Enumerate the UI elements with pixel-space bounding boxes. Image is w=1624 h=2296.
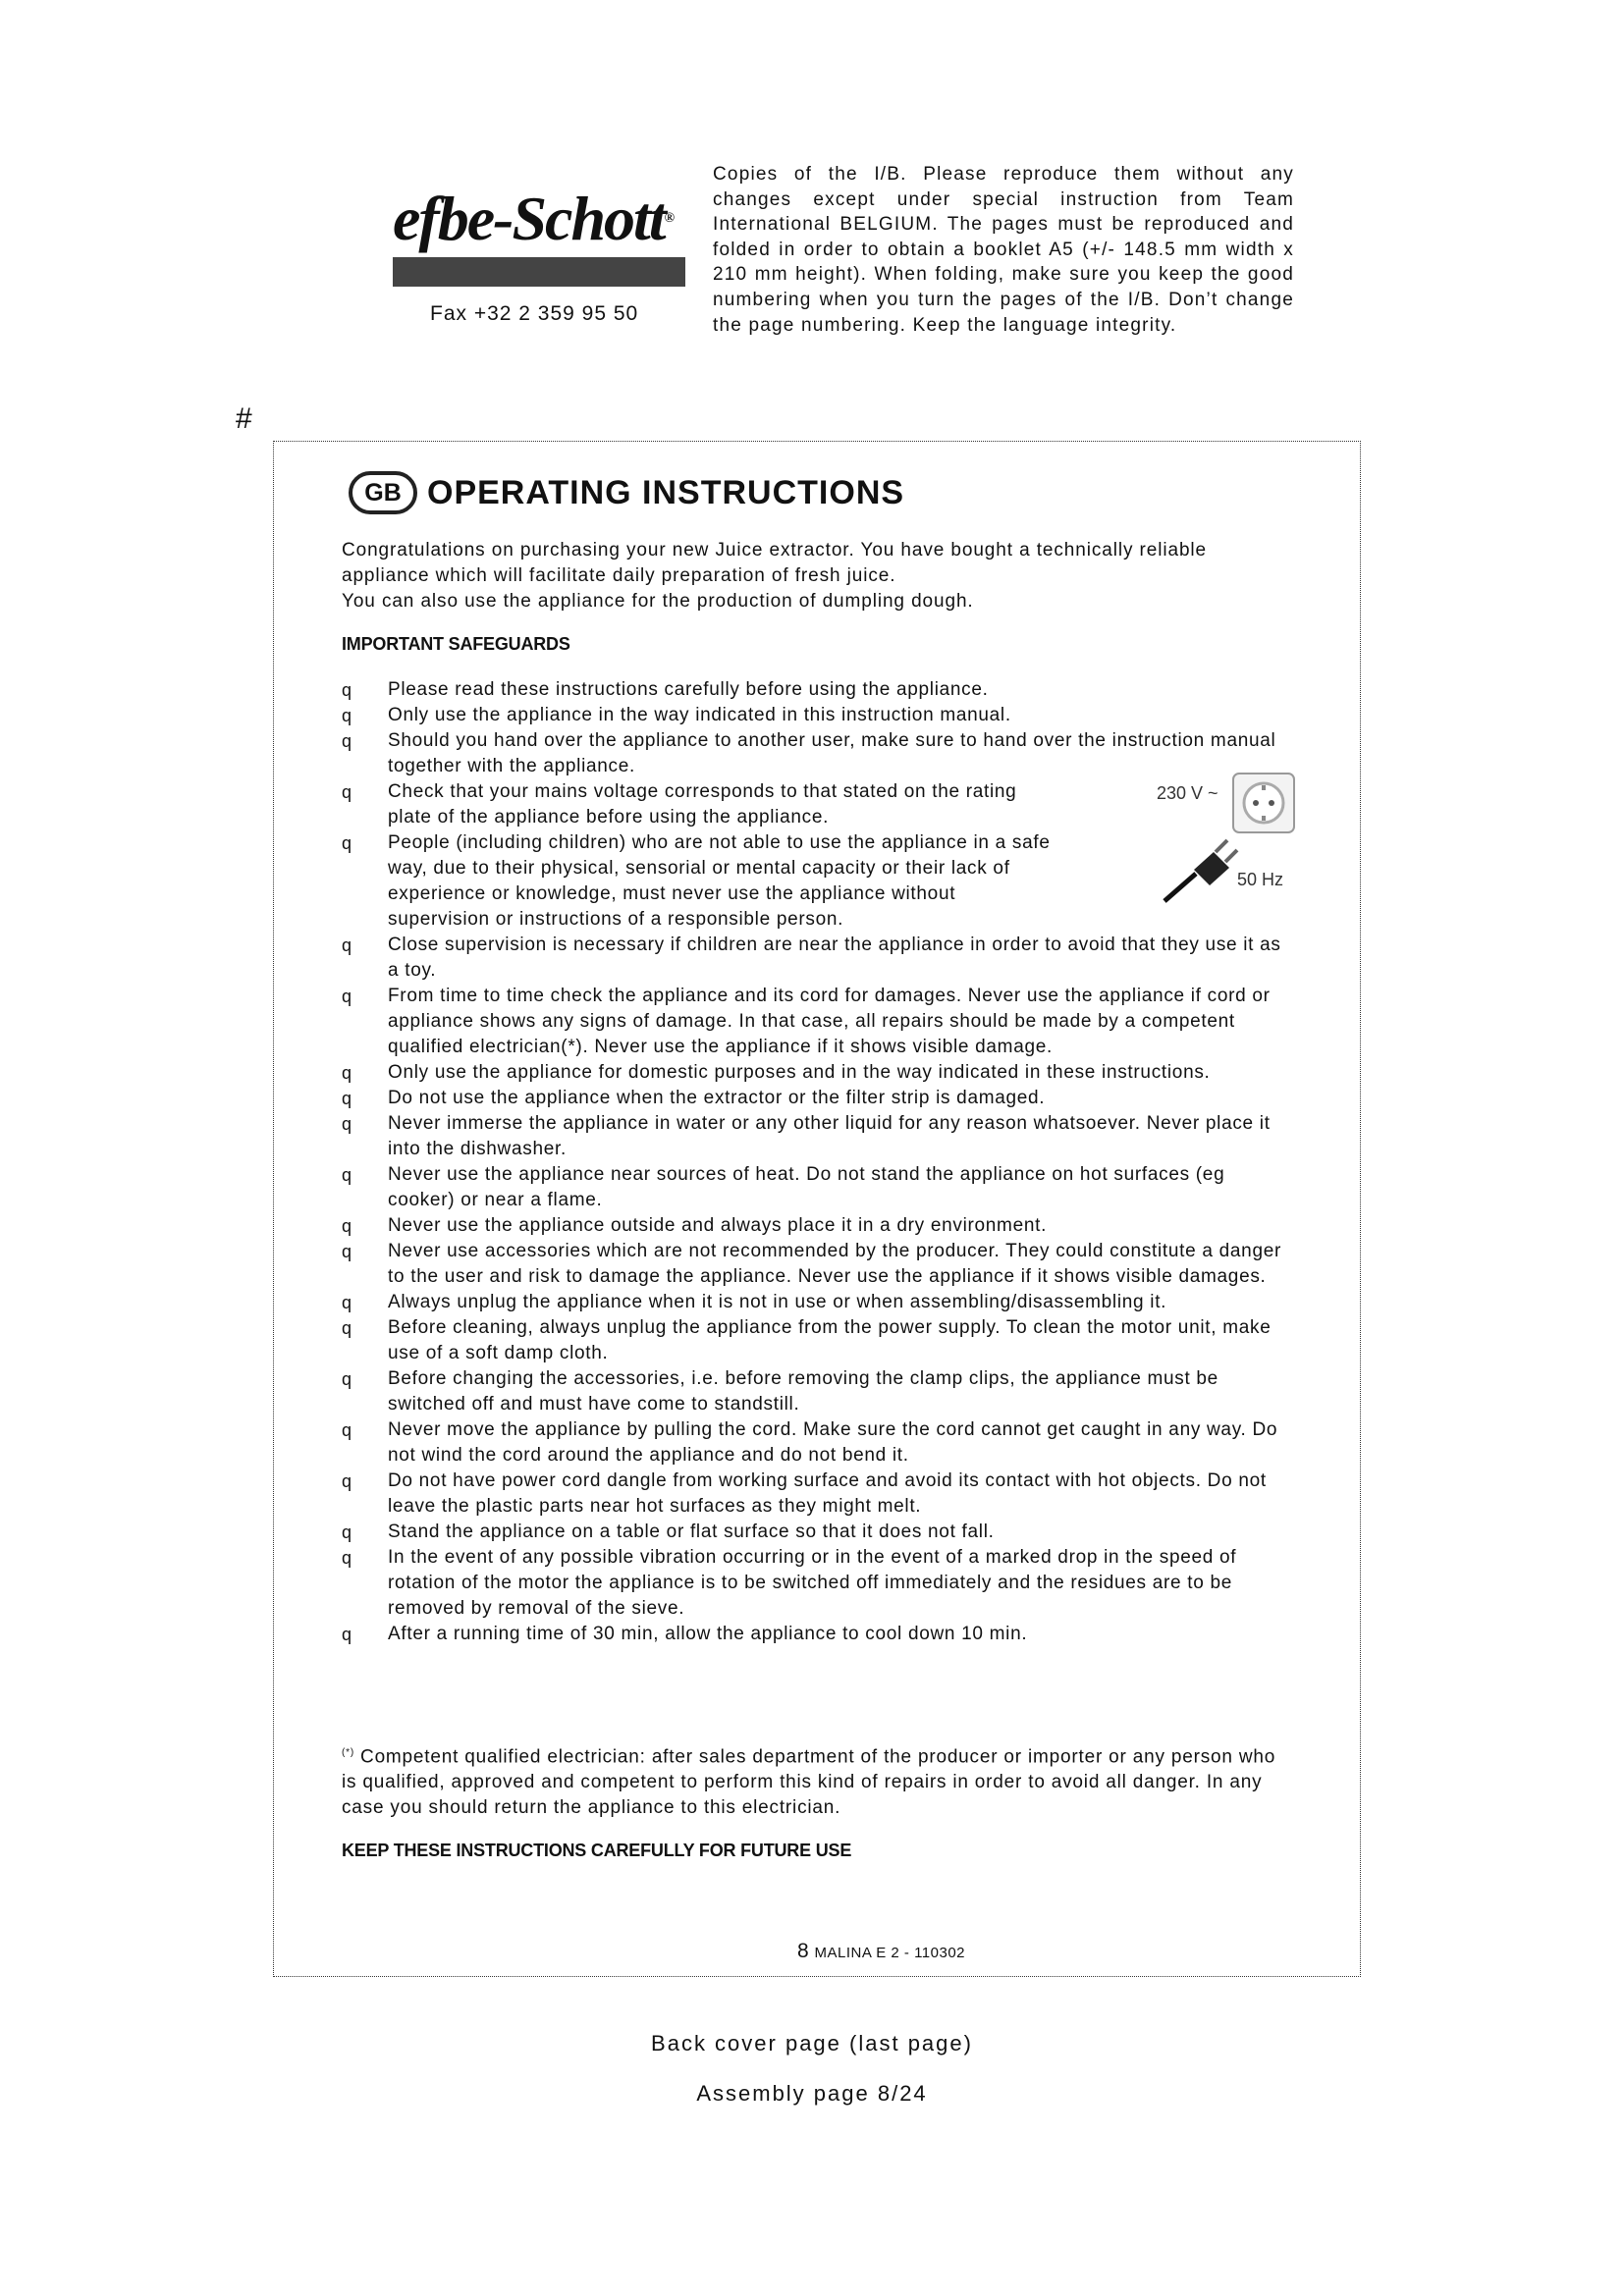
safeguard-item: [342, 984, 1294, 1060]
bullet-marker: q: [342, 1114, 352, 1134]
safeguard-text: Never use the appliance outside and always place it in a dry environment.: [388, 1215, 1048, 1236]
footnote-mark: (*): [342, 1747, 354, 1758]
bullet-marker: q: [342, 1625, 352, 1644]
bullet-marker: q: [342, 1063, 352, 1083]
safeguard-item: [342, 1468, 1294, 1520]
safeguard-item: [342, 1315, 1294, 1366]
bullet-marker: q: [342, 833, 352, 853]
gb-language-badge: GB: [349, 471, 417, 514]
safeguard-text: Never move the appliance by pulling the cord. Make sure the cord cannot get caught in any way. Do not wind the cord around the appliance and do not bend it.: [388, 1419, 1278, 1466]
safeguard-text: Do not have power cord dangle from working surface and avoid its contact with hot objects. Do not leave the plastic parts near hot surfaces as they might melt.: [388, 1470, 1267, 1517]
safeguard-text: Always unplug the appliance when it is not in use or when assembling/disassembling it.: [388, 1292, 1167, 1312]
bullet-marker: q: [342, 782, 352, 802]
back-cover-label: Back cover page (last page): [651, 2031, 973, 2056]
intro-paragraph-1: Congratulations on purchasing your new Juice extractor. You have bought a technically reliable appliance which will facilitate daily preparation of fresh juice.: [342, 540, 1207, 586]
safeguard-item: [342, 703, 1294, 728]
bullet-marker: q: [342, 731, 352, 751]
page-code: MALINA E 2 - 110302: [814, 1945, 966, 1961]
bullet-marker: q: [342, 987, 352, 1006]
brand-logo: [393, 185, 687, 287]
manual-title: OPERATING INSTRUCTIONS: [427, 473, 905, 511]
bullet-marker: q: [342, 1471, 352, 1491]
safeguard-text: Close supervision is necessary if children are near the appliance in order to avoid that they use it as a toy.: [388, 934, 1281, 981]
safeguard-item: [342, 1239, 1294, 1290]
safeguard-text: Only use the appliance for domestic purposes and in the way indicated in these instructions.: [388, 1062, 1211, 1083]
hash-mark: #: [236, 402, 252, 435]
bullet-marker: q: [342, 1548, 352, 1568]
voltage-label: 230 V ~: [1157, 783, 1218, 803]
safeguard-text: Before changing the accessories, i.e. before removing the clamp clips, the appliance must be switched off and must have come to standstill.: [388, 1368, 1218, 1415]
bullet-marker: q: [342, 1293, 352, 1312]
footnote-text: Competent qualified electrician: after sales department of the producer or importer or any person who is qualified, approved and competent to perform this kind of repairs in order to avoid all danger. In any case you should return the appliance to this electrician.: [342, 1746, 1276, 1819]
bullet-marker: q: [342, 680, 352, 700]
frequency-label: 50 Hz: [1237, 870, 1284, 889]
safeguard-text: Check that your mains voltage corresponds to that stated on the rating plate of the appliance before using the appliance.: [388, 781, 1017, 828]
safeguard-item: [342, 1520, 1294, 1545]
safeguard-text: Should you hand over the appliance to another user, make sure to hand over the instruction manual together with the appliance.: [388, 730, 1276, 776]
safeguard-item: [342, 1290, 1294, 1315]
intro-text: [342, 538, 1265, 614]
safeguard-item: [342, 1622, 1294, 1647]
safeguard-item: [342, 1417, 1294, 1468]
intro-paragraph-2: You can also use the appliance for the production of dumpling dough.: [342, 591, 974, 612]
bullet-marker: q: [342, 1369, 352, 1389]
safeguard-text: Before cleaning, always unplug the appliance from the power supply. To clean the motor unit, make use of a soft damp cloth.: [388, 1317, 1272, 1363]
safeguard-text: Never immerse the appliance in water or any other liquid for any reason whatsoever. Never place it into the dishwasher.: [388, 1113, 1271, 1159]
safeguard-item: [342, 677, 1294, 703]
brand-name: efbe-Schott®: [393, 184, 674, 253]
safeguard-item: [342, 1086, 1294, 1111]
bullet-marker: q: [342, 706, 352, 725]
footnote: [342, 1740, 1284, 1821]
bullet-marker: q: [342, 1216, 352, 1236]
bullet-marker: q: [342, 1522, 352, 1542]
bullet-marker: q: [342, 1089, 352, 1108]
safeguard-text: Stand the appliance on a table or flat surface so that it does not fall.: [388, 1522, 995, 1542]
safeguard-item: [342, 1366, 1294, 1417]
copies-instruction-note: Copies of the I/B. Please reproduce them without any changes except under special instruction from Team International BELGIUM. The pages must be reproduced and folded in order to obtain a booklet A5 (+/- 148.5 mm width x 210 mm height). When folding, make sure you keep the good numbering when you turn the pages of the I/B. Don’t change the page numbering. Keep the language integrity.: [713, 164, 1294, 336]
safeguard-item: [342, 1545, 1294, 1622]
safeguard-text: Please read these instructions carefully before using the appliance.: [388, 679, 989, 700]
page-number-line: [797, 1940, 965, 1963]
manual-heading: [349, 463, 904, 522]
rating-illustration: [1151, 772, 1300, 917]
bullet-marker: q: [342, 1242, 352, 1261]
safeguard-text: In the event of any possible vibration occurring or in the event of a marked drop in the speed of rotation of the motor the appliance is to be switched off immediately and the residues are to be removed by removal of the sieve.: [388, 1547, 1237, 1619]
logo-bar: [393, 257, 685, 287]
safeguard-text: Never use accessories which are not recommended by the producer. They could constitute a danger to the user and risk to damage the appliance. Never use the appliance if it shows visible damages.: [388, 1241, 1282, 1287]
safeguard-item: [342, 1111, 1294, 1162]
bullet-marker: q: [342, 1165, 352, 1185]
safeguard-item: [342, 1060, 1294, 1086]
bullet-marker: q: [342, 1420, 352, 1440]
safeguard-text: Do not use the appliance when the extractor or the filter strip is damaged.: [388, 1088, 1046, 1108]
bullet-marker: q: [342, 935, 352, 955]
safeguard-text: People (including children) who are not able to use the appliance in a safe way, due to their physical, sensorial or mental capacity or their lack of experience or knowledge, must never use the appliance without supervision or instructions of a responsible person.: [388, 832, 1051, 930]
safeguard-item: [342, 1213, 1294, 1239]
safeguard-item: [342, 933, 1294, 984]
safeguard-text: Never use the appliance near sources of heat. Do not stand the appliance on hot surfaces (eg cooker) or near a flame.: [388, 1164, 1225, 1210]
safeguard-text: After a running time of 30 min, allow the appliance to cool down 10 min.: [388, 1624, 1028, 1644]
safeguards-heading: IMPORTANT SAFEGUARDS: [342, 634, 570, 654]
safeguard-text: From time to time check the appliance and its cord for damages. Never use the appliance if cord or appliance shows any signs of damage. In that case, all repairs should be made by a competent qualified electrician(*). Never use the appliance if it shows visible damage.: [388, 986, 1271, 1057]
registered-mark: ®: [664, 211, 674, 226]
safeguard-item: [342, 1162, 1294, 1213]
keep-instructions-notice: KEEP THESE INSTRUCTIONS CAREFULLY FOR FUTURE USE: [342, 1841, 852, 1860]
bullet-marker: q: [342, 1318, 352, 1338]
fax-number: Fax +32 2 359 95 50: [430, 302, 639, 325]
page-number: 8: [797, 1940, 809, 1962]
assembly-page-label: Assembly page 8/24: [696, 2081, 928, 2106]
safeguard-text: Only use the appliance in the way indicated in this instruction manual.: [388, 705, 1011, 725]
